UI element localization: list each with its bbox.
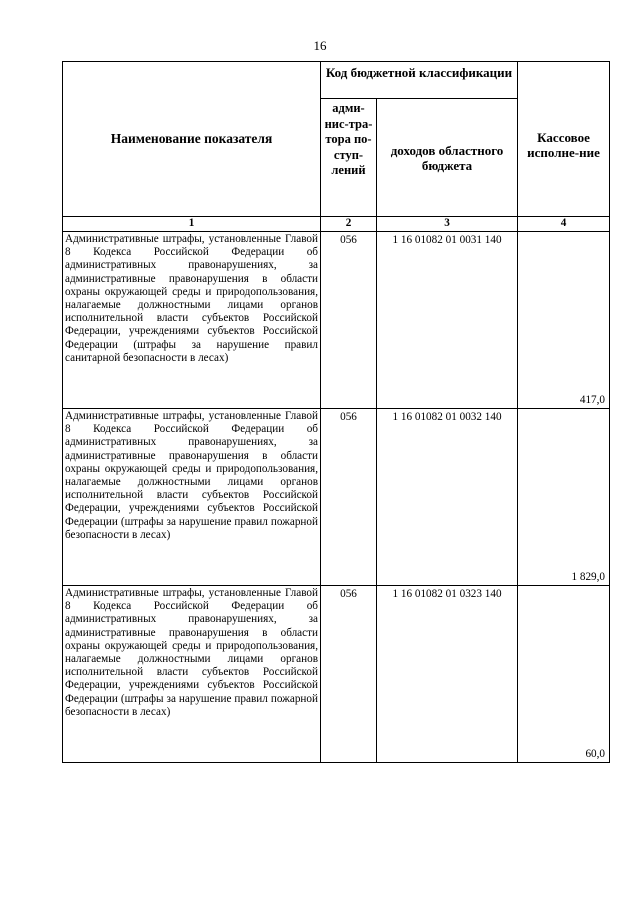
income-code: 1 16 01082 01 0031 140 (377, 232, 518, 409)
budget-table (62, 61, 610, 763)
header-cash-column: Кассовое исполне-ние (518, 62, 610, 217)
header-code-group: Код бюджетной классификации (321, 62, 518, 99)
indicator-name: Административные штрафы, установленные Главой 8 Кодекса Российской Федерации об административных правонарушениях, за административные правонарушения в области охраны окружающей среды и природопользования, налагаемые должностными лицами органов исполнительной власти субъектов Российской Федерации, учреждениями субъектов Российской Федерации (штрафы за нарушение правил санитарной безопасности в лесах) (63, 232, 321, 409)
column-index: 2 (321, 217, 377, 232)
indicator-name: Административные штрафы, установленные Главой 8 Кодекса Российской Федерации об административных правонарушениях, за административные правонарушения в области охраны окружающей среды и природопользования, налагаемые должностными лицами органов исполнительной власти субъектов Российской Федерации, учреждениями субъектов Российской Федерации (штрафы за нарушение правил пожарной безопасности в лесах) (63, 409, 321, 586)
admin-code: 056 (321, 232, 377, 409)
column-index-row (63, 217, 610, 232)
column-index: 3 (377, 217, 518, 232)
income-code: 1 16 01082 01 0323 140 (377, 586, 518, 763)
page-number: 16 (313, 38, 327, 53)
cash-execution: 417,0 (518, 232, 610, 409)
table-row (63, 232, 610, 409)
column-index: 4 (518, 217, 610, 232)
header-income-column: доходов областного бюджета (377, 99, 518, 217)
cash-execution: 60,0 (518, 586, 610, 763)
indicator-name: Административные штрафы, установленные Главой 8 Кодекса Российской Федерации об административных правонарушениях, за административные правонарушения в области охраны окружающей среды и природопользования, налагаемые должностными лицами органов исполнительной власти субъектов Российской Федерации, учреждениями субъектов Российской Федерации (штрафы за нарушение правил пожарной безопасности в лесах) (63, 586, 321, 763)
table-row (63, 586, 610, 763)
cash-execution: 1 829,0 (518, 409, 610, 586)
table-row (63, 409, 610, 586)
header-name-column: Наименование показателя (63, 62, 321, 217)
admin-code: 056 (321, 409, 377, 586)
admin-code: 056 (321, 586, 377, 763)
column-index: 1 (63, 217, 321, 232)
income-code: 1 16 01082 01 0032 140 (377, 409, 518, 586)
header-admin-column: адми-нис-тра-тора по-ступ-лений (321, 99, 377, 217)
